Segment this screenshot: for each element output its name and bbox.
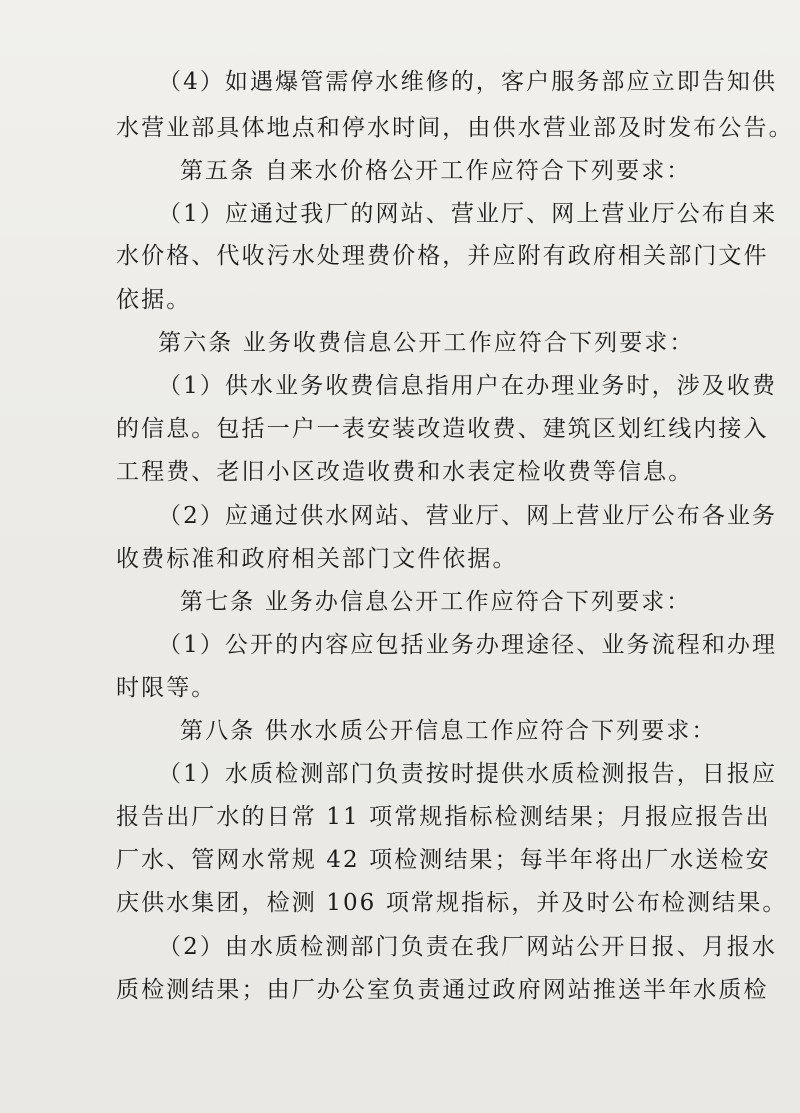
article-6-heading: 第六条 业务收费信息公开工作应符合下列要求： (158, 330, 695, 356)
paragraph-item-4-line-1: （4）如遇爆管需停水维修的，客户服务部应立即告知供 (158, 69, 778, 95)
article-5-item-1-line-3: 依据。 (116, 287, 192, 313)
article-8-item-2-line-1: （2）由水质检测部门负责在我厂网站公开日报、月报水 (158, 934, 778, 960)
article-7-item-1-line-1: （1）公开的内容应包括业务办理途径、业务流程和办理 (158, 632, 778, 658)
article-8-item-1-line-1: （1）水质检测部门负责按时提供水质检测报告，日报应 (158, 761, 778, 787)
article-6-item-1-line-1: （1）供水业务收费信息指用户在办理业务时，涉及收费 (158, 373, 778, 399)
article-8-item-1-line-2: 报告出厂水的日常 11 项常规指标检测结果；月报应报告出 (116, 804, 771, 830)
article-5-item-1-line-2: 水价格、代收污水处理费价格，并应附有政府相关部门文件 (116, 243, 769, 269)
article-6-item-2-line-1: （2）应通过供水网站、营业厅、网上营业厅公布各业务 (158, 503, 778, 529)
article-5-heading: 第五条 自来水价格公开工作应符合下列要求： (180, 158, 692, 184)
article-8-item-1-line-3: 厂水、管网水常规 42 项检测结果；每半年将出厂水送检安 (116, 847, 771, 873)
article-8-item-1-line-4: 庆供水集团，检测 106 项常规指标，并及时公布检测结果。 (116, 890, 788, 916)
article-5-item-1-line-1: （1）应通过我厂的网站、营业厅、网上营业厅公布自来 (158, 201, 778, 227)
article-6-item-1-line-3: 工程费、老旧小区改造收费和水表定检收费等信息。 (116, 459, 694, 485)
paragraph-item-4-line-2: 水营业部具体地点和停水时间，由供水营业部及时发布公告。 (116, 115, 794, 141)
article-6-item-1-line-2: 的信息。包括一户一表安装改造收费、建筑区划红线内接入 (116, 416, 769, 442)
article-8-heading: 第八条 供水水质公开信息工作应符合下列要求： (180, 718, 717, 744)
article-6-item-2-line-2: 收费标准和政府相关部门文件依据。 (116, 546, 518, 572)
article-8-item-2-line-2: 质检测结果；由厂办公室负责通过政府网站推送半年水质检 (116, 977, 769, 1003)
article-7-heading: 第七条 业务办信息公开工作应符合下列要求： (180, 589, 692, 615)
article-7-item-1-line-2: 时限等。 (116, 675, 217, 701)
